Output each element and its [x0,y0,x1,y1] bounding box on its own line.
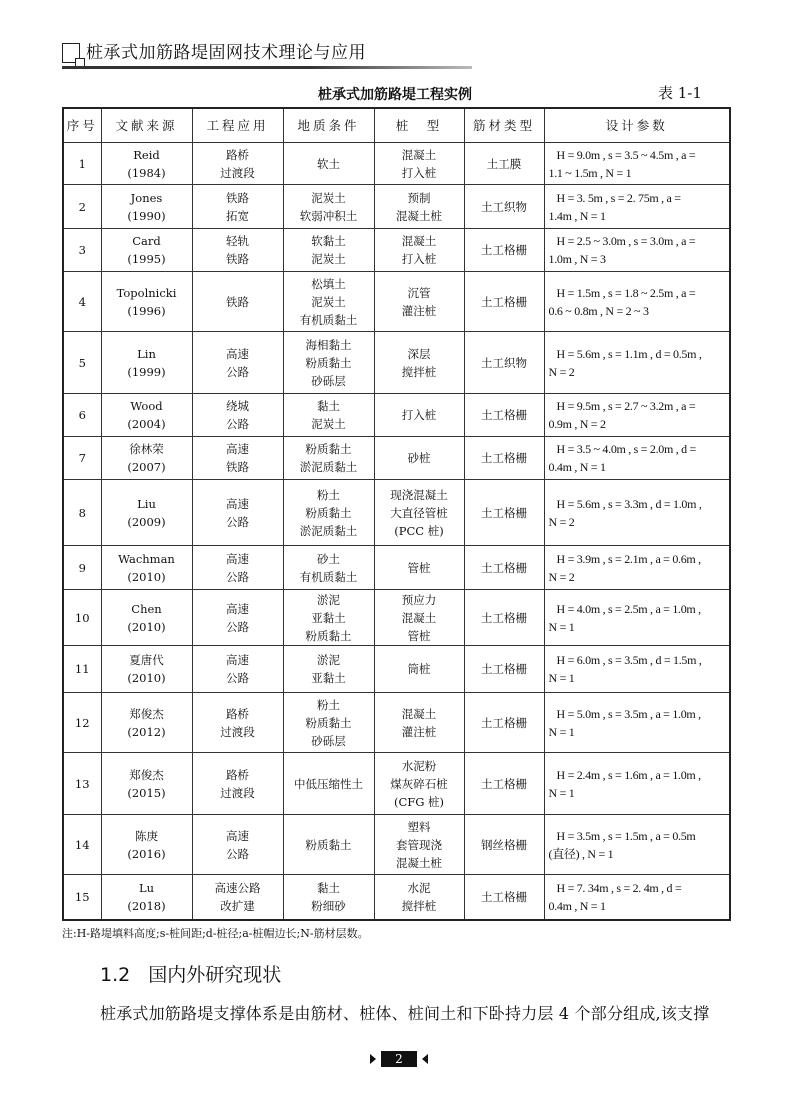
application [192,185,283,229]
design-parameters-line: N = 1 [548,671,575,685]
geology-line: 粉细砂 [311,898,346,913]
design-parameters-line: 0.4m , N = 1 [548,460,606,474]
geology-line: 淤泥质黏土 [299,523,358,538]
row-number: 6 [63,394,101,437]
application-line: 轻轨 [226,234,249,248]
application [192,590,283,646]
engineering-cases-table [62,107,731,921]
table-row [63,437,730,480]
pile-type-line: 煤灰碎石桩 [390,776,448,791]
col-header: 工程应用 [192,108,283,143]
col-header: 文献来源 [101,108,192,143]
reinforcement-type: 土工格栅 [464,394,544,437]
pile-type [374,272,464,332]
reinforcement-type: 土工格栅 [464,546,544,590]
design-parameters [544,875,730,920]
application-line: 铁路 [226,294,249,309]
row-number: 10 [63,590,101,646]
geology-line: 泥炭土 [311,190,346,205]
reinforcement-type: 土工格栅 [464,437,544,480]
design-parameters [544,394,730,437]
design-parameters [544,815,730,875]
geology-line: 淤泥 [317,653,340,667]
design-parameters [544,272,730,332]
geology [283,143,374,185]
pile-type-line: 灌注桩 [401,724,437,739]
pile-type-line: 砂桩 [407,451,431,465]
geology [283,332,374,394]
pile-type [374,332,464,394]
row-number: 7 [63,437,101,480]
table-row [63,546,730,590]
reference-source-line: (2004) [127,417,166,431]
table-row [63,229,730,272]
application-line: 高速 [226,442,249,456]
reference-source [101,753,192,815]
geology [283,229,374,272]
design-parameters-line: H = 7. 34m , s = 2. 4m , d = [556,880,682,895]
geology-line: 粉土 [317,487,340,502]
row-number: 14 [63,815,101,875]
col-header: 地质条件 [283,108,374,143]
pile-type-line: 筒桩 [407,662,431,676]
application-line: 高速 [226,551,249,566]
pile-type-line: 沉管 [407,285,431,300]
table-number: 表 1-1 [658,84,702,102]
application [192,753,283,815]
row-number: 11 [63,646,101,693]
application-line: 过渡段 [220,165,255,180]
pile-type [374,546,464,590]
geology-line: 软土 [317,156,340,171]
reference-source [101,590,192,646]
running-header [62,38,366,63]
reference-source-line: 陈庚 [135,828,158,843]
pile-type-line: 大直径管桩 [390,505,448,520]
pile-type-line: (PCC 桩) [394,523,444,538]
reference-source-line: (2015) [127,785,166,800]
pile-type [374,590,464,646]
pile-type [374,693,464,753]
page-number-marker [370,1051,428,1067]
geology-line: 粉质黏土 [305,628,352,643]
reference-source [101,394,192,437]
design-parameters [544,229,730,272]
reference-source-line: Reid [133,147,160,162]
header-book-icon [62,43,80,63]
application-line: 高速 [226,601,249,616]
table-row [63,394,730,437]
reference-source [101,693,192,753]
pile-type [374,185,464,229]
reference-source [101,480,192,546]
pile-type-line: 水泥 [407,880,431,895]
geology-line: 砂土 [317,551,340,566]
geology-line: 粉质黏土 [305,505,352,520]
reference-source [101,437,192,480]
design-parameters-line: N = 2 [548,364,575,379]
application [192,272,283,332]
reference-source-line: Liu [137,496,156,511]
design-parameters [544,753,730,815]
geology-line: 泥炭土 [311,252,346,266]
geology [283,753,374,815]
design-parameters [544,480,730,546]
design-parameters-line: N = 2 [548,514,575,529]
row-number: 8 [63,480,101,546]
geology [283,185,374,229]
design-parameters [544,546,730,590]
geology [283,546,374,590]
section-number: 1.2 [100,963,131,986]
section-heading [100,963,729,987]
geology [283,875,374,920]
application [192,143,283,185]
reference-source [101,185,192,229]
reinforcement-type: 土工格栅 [464,693,544,753]
application-line: 绕城 [226,399,249,413]
design-parameters [544,143,730,185]
geology [283,437,374,480]
table-row [63,185,730,229]
table-row [63,332,730,394]
application-line: 过渡段 [220,785,255,800]
application-line: 过渡段 [220,724,255,739]
geology [283,394,374,437]
design-parameters-line: H = 5.0m , s = 3.5m , a = 1.0m , [556,706,701,721]
application-line: 高速 [226,496,249,511]
pile-type [374,143,464,185]
application [192,546,283,590]
table-note: 注:H-路堤填料高度;s-桩间距;d-桩径;a-桩帽边长;N-筋材层数。 [62,926,369,940]
reference-source [101,332,192,394]
application-line: 公路 [226,846,249,861]
reinforcement-type: 土工格栅 [464,875,544,920]
geology-line: 泥炭土 [311,294,346,309]
application [192,646,283,693]
application-line: 公路 [226,364,249,379]
geology-line: 淤泥质黏土 [299,460,358,474]
application [192,693,283,753]
geology [283,590,374,646]
reference-source-line: Lu [138,880,155,895]
design-parameters-line: H = 5.6m , s = 3.3m , d = 1.0m , [556,496,702,511]
pile-type-line: 预制 [407,190,431,205]
pile-type-line: (CFG 桩) [393,794,445,809]
pile-type-line: 预应力 [401,592,437,607]
reinforcement-type: 土工格栅 [464,646,544,693]
reference-source-line: (2009) [127,514,166,529]
application-line: 路桥 [226,706,249,721]
pile-type-line: 混凝土 [401,706,437,721]
book-title: 桩承式加筋路堤固网技术理论与应用 [86,43,366,63]
application [192,480,283,546]
table-row [63,875,730,920]
page-number: 2 [381,1051,417,1067]
reference-source [101,546,192,590]
geology-line: 软弱冲积土 [299,208,358,223]
pile-type-line: 打入桩 [401,165,437,180]
table-row [63,590,730,646]
design-parameters-line: 0.6 ~ 0.8m , N = 2 ~ 3 [548,303,649,318]
reference-source-line: (1995) [127,252,166,266]
table-row [63,272,730,332]
design-parameters-line: H = 2.5 ~ 3.0m , s = 3.0m , a = [556,234,696,248]
body-paragraph: 桩承式加筋路堤支撑体系是由筋材、桩体、桩间土和下卧持力层 4 个部分组成,该支撑 [100,1003,710,1023]
geology [283,646,374,693]
design-parameters-line: 0.9m , N = 2 [548,417,606,431]
reference-source-line: (2010) [127,619,166,634]
reference-source-line: Topolnicki [116,285,177,300]
row-number: 1 [63,143,101,185]
application [192,332,283,394]
pile-type-line: 打入桩 [401,252,437,266]
geology-line: 亚黏土 [311,671,346,685]
application-line: 铁路 [226,190,249,205]
triangle-right-icon [370,1054,376,1064]
pile-type-line: 现浇混凝土 [390,487,448,502]
design-parameters-line: 1.4m , N = 1 [548,208,606,223]
reference-source-line: (1984) [127,165,166,180]
pile-type [374,480,464,546]
row-number: 12 [63,693,101,753]
section-title: 国内外研究现状 [148,963,282,986]
geology [283,480,374,546]
reference-source [101,875,192,920]
design-parameters-line: N = 1 [548,724,575,739]
row-number: 15 [63,875,101,920]
geology-line: 粉质黏土 [305,837,352,852]
table-row [63,480,730,546]
pile-type [374,753,464,815]
geology [283,815,374,875]
geology-line: 松填土 [311,276,346,291]
row-number: 2 [63,185,101,229]
geology-line: 砂砾层 [311,733,346,748]
application-line: 铁路 [226,252,249,266]
application-line: 高速 [226,828,249,843]
application [192,229,283,272]
col-header: 桩 型 [374,108,464,143]
reinforcement-type: 钢丝格栅 [464,815,544,875]
pile-type-line: 打入桩 [401,408,437,422]
reference-source-line: (2012) [127,724,166,739]
design-parameters [544,185,730,229]
design-parameters-line: H = 6.0m , s = 3.5m , d = 1.5m , [556,653,702,667]
application-line: 公路 [226,619,249,634]
pile-type [374,646,464,693]
geology-line: 软黏土 [311,234,346,248]
header-rule [62,66,472,69]
application-line: 高速 [226,346,249,361]
col-header: 筋材类型 [464,108,544,143]
geology [283,693,374,753]
reinforcement-type: 土工膜 [464,143,544,185]
pile-type [374,394,464,437]
pile-type-line: 混凝土桩 [396,208,442,223]
design-parameters [544,437,730,480]
design-parameters-line: H = 5.6m , s = 1.1m , d = 0.5m , [556,346,702,361]
reference-source-line: (2010) [127,569,166,584]
geology-line: 有机质黏土 [299,312,358,327]
application-line: 高速 [226,653,249,667]
design-parameters-line: H = 9.5m , s = 2.7 ~ 3.2m , a = [556,399,696,413]
pile-type-line: 塑料 [407,819,431,834]
row-number: 3 [63,229,101,272]
design-parameters-line: H = 3.5 ~ 4.0m , s = 2.0m , d = [556,442,696,456]
reference-source-line: 郑俊杰 [129,767,164,782]
row-number: 9 [63,546,101,590]
reference-source-line: Wachman [118,551,175,566]
col-header: 设计参数 [544,108,730,143]
reference-source-line: 郑俊杰 [129,706,164,721]
reference-source-line: Lin [137,346,156,361]
reference-source-line: (2018) [127,898,166,913]
reference-source-line: Chen [131,601,162,616]
geology-line: 黏土 [317,880,340,895]
design-parameters-line: H = 2.4m , s = 1.6m , a = 1.0m , [556,767,701,782]
pile-type-line: 套管现浇 [396,837,442,852]
main-content [62,107,729,1025]
reference-source-line: Jones [130,190,163,205]
application-line: 路桥 [226,767,249,782]
application-line: 铁路 [226,460,249,474]
reference-source [101,229,192,272]
geology-line: 有机质黏土 [299,569,358,584]
design-parameters-line: 1.1 ~ 1.5m , N = 1 [548,165,632,180]
pile-type-line: 混凝土 [401,234,437,248]
reinforcement-type: 土工格栅 [464,753,544,815]
design-parameters-line: H = 3.9m , s = 2.1m , a = 0.6m , [556,551,701,566]
table-caption: 桩承式加筋路堤工程实例 [318,87,472,103]
reinforcement-type: 土工格栅 [464,229,544,272]
design-parameters-line: H = 4.0m , s = 2.5m , a = 1.0m , [556,601,701,616]
reference-source [101,815,192,875]
application-line: 公路 [226,569,249,584]
pile-type-line: 深层 [407,346,431,361]
application-line: 路桥 [226,147,249,162]
pile-type-line: 搅拌桩 [401,364,437,379]
row-number: 4 [63,272,101,332]
pile-type-line: 水泥粉 [401,758,437,773]
design-parameters-line: (直径) , N = 1 [548,846,614,861]
pile-type [374,875,464,920]
pile-type-line: 搅拌桩 [401,898,437,913]
design-parameters-line: H = 9.0m , s = 3.5 ~ 4.5m , a = [556,147,696,162]
table-header-row [63,108,730,143]
reference-source [101,143,192,185]
application [192,394,283,437]
geology-line: 泥炭土 [311,417,346,431]
geology-line: 粉质黏土 [305,442,352,456]
application [192,815,283,875]
geology [283,272,374,332]
application-line: 公路 [226,514,249,529]
geology-line: 亚黏土 [311,610,346,625]
pile-type-line: 管桩 [407,560,431,575]
table-row [63,693,730,753]
pile-type-line: 管桩 [407,628,431,643]
reinforcement-type: 土工织物 [464,332,544,394]
pile-type [374,229,464,272]
col-header: 序号 [63,108,101,143]
reference-source-line: (1990) [127,208,166,223]
pile-type-line: 混凝土桩 [396,855,442,870]
pile-type [374,815,464,875]
design-parameters-line: N = 1 [548,619,575,634]
reinforcement-type: 土工格栅 [464,272,544,332]
geology-line: 粉质黏土 [305,715,352,730]
application-line: 拓宽 [226,208,249,223]
geology-line: 黏土 [317,399,340,413]
design-parameters-line: N = 2 [548,569,575,584]
application [192,875,283,920]
application-line: 高速公路 [214,880,261,895]
reference-source-line: (2010) [127,671,166,685]
reinforcement-type: 土工织物 [464,185,544,229]
design-parameters [544,693,730,753]
reference-source [101,646,192,693]
table-row [63,753,730,815]
triangle-left-icon [422,1054,428,1064]
reference-source [101,272,192,332]
table-row [63,646,730,693]
table-row [63,815,730,875]
design-parameters [544,332,730,394]
geology-line: 粉土 [317,697,340,712]
pile-type-line: 混凝土 [401,147,437,162]
reference-source-line: 夏唐代 [129,653,164,667]
design-parameters [544,590,730,646]
reference-source-line: Wood [130,399,163,413]
application-line: 公路 [226,417,249,431]
reference-source-line: (1999) [127,364,166,379]
geology-line: 海相黏土 [305,337,352,352]
row-number: 13 [63,753,101,815]
row-number: 5 [63,332,101,394]
design-parameters [544,646,730,693]
geology-line: 砂砾层 [311,373,346,388]
design-parameters-line: H = 1.5m , s = 1.8 ~ 2.5m , a = [556,285,696,300]
reference-source-line: 徐林荣 [129,442,164,456]
reinforcement-type: 土工格栅 [464,480,544,546]
design-parameters-line: N = 1 [548,785,575,800]
application-line: 改扩建 [220,898,255,913]
design-parameters-line: H = 3. 5m , s = 2. 75m , a = [556,190,681,205]
design-parameters-line: 0.4m , N = 1 [548,898,606,913]
reference-source-line: Card [132,234,161,248]
pile-type-line: 混凝土 [401,610,437,625]
design-parameters-line: H = 3.5m , s = 1.5m , a = 0.5m [556,828,696,843]
table-row [63,143,730,185]
reference-source-line: (1996) [127,303,166,318]
pile-type [374,437,464,480]
reference-source-line: (2016) [127,846,166,861]
design-parameters-line: 1.0m , N = 3 [548,252,606,266]
reference-source-line: (2007) [127,460,166,474]
geology-line: 淤泥 [317,592,340,607]
geology-line: 粉质黏土 [305,355,352,370]
application-line: 公路 [226,671,249,685]
reinforcement-type: 土工格栅 [464,590,544,646]
pile-type-line: 灌注桩 [401,303,437,318]
application [192,437,283,480]
geology-line: 中低压缩性土 [294,776,363,791]
